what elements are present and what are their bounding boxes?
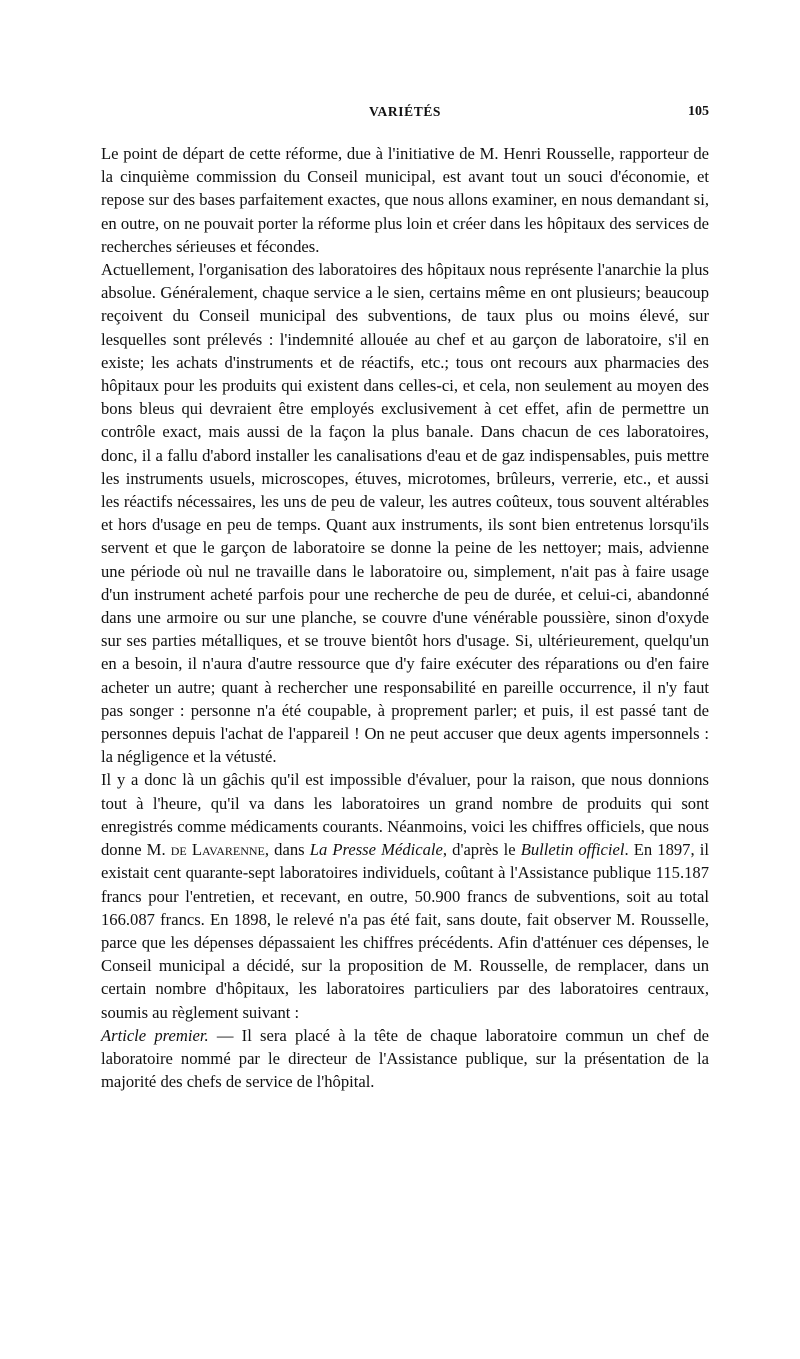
paragraph-article-premier bbox=[101, 1024, 709, 1094]
running-title: VARIÉTÉS bbox=[368, 104, 442, 119]
paragraph-costs-text-1: Il y a donc là un gâchis qu'il est impossible d'évaluer, pour la raison, que nous donnions tout à l'heure, qu'il va dans les laboratoires un grand nombre de produits qui sont enregistrés comme médicaments courants. Néanmoins, voici les chiffres officiels, que nous donne M. bbox=[101, 770, 709, 860]
journal-title: La Presse Médicale bbox=[309, 840, 443, 860]
paragraph-costs-text-2: , dans bbox=[264, 840, 310, 860]
author-name: de Lavarenne bbox=[170, 840, 265, 860]
article-label: Article premier. bbox=[101, 1025, 209, 1045]
document-page bbox=[101, 104, 709, 1093]
paragraph-costs bbox=[101, 768, 709, 1023]
paragraph-laboratory-organisation: Actuellement, l'organisation des laboratoires des hôpitaux nous représente l'anarchie la plus absolue. Généralement, chaque service a le sien, certains même en ont plusieurs; beaucoup reçoivent du Conseil municipal des subventions, de taux plus ou moins élevé, sur lesquelles sont prélevés : l'indemnité allouée au chef et au garçon de laboratoire, s'il en existe; les achats d'instruments et de réactifs, etc.; tous ont recours aux pharmacies des hôpitaux pour les produits qui existent dans celles-ci, et cela, non seulement au moyen des bons bleus qui devraient être employés exclusivement à cet effet, afin de permettre un contrôle exact, mais aussi de la façon la plus banale. Dans chacun de ces laboratoires, donc, il a fallu d'abord installer les canalisations d'eau et de gaz indispensables, puis mettre les instruments usuels, microscopes, étuves, microtomes, brûleurs, verrerie, etc., et aussi les réactifs nécessaires, les uns de peu de valeur, les autres coûteux, tous souvent altérables et hors d'usage en peu de temps. Quant aux instruments, ils sont bien entretenus lorsqu'ils servent et que le garçon de laboratoire se donne la peine de les nettoyer; mais, advienne une période où nul ne travaille dans le laboratoire ou, simplement, n'ait pas à faire usage d'un instrument acheté parfois pour une recherche de peu de durée, et celui-ci, abandonné dans une armoire ou sur une planche, se couvre d'une vénérable poussière, sinon d'oxyde sur ses parties métalliques, et se trouve bientôt hors d'usage. Si, ultérieurement, quelqu'un en a besoin, il n'aura d'autre ressource que d'y faire exécuter des réparations ou d'en faire acheter un autre; quant à rechercher une responsabilité en pareille occurrence, il n'y faut pas songer : personne n'a été coupable, à proprement parler; et puis, il est passé tant de personnes depuis l'achat de l'appareil ! On ne peut accuser que deux agents impersonnels : la négligence et la vétusté. bbox=[101, 260, 709, 767]
paragraph-costs-text-3: , d'après le bbox=[442, 840, 521, 860]
running-header bbox=[101, 104, 709, 126]
paragraph-reform-origin: Le point de départ de cette réforme, due à l'initiative de M. Henri Rousselle, rapporteur de la cinquième commission du Conseil municipal, est avant tout un souci d'économie, et repose sur des bases parfaitement exactes, que nous allons examiner, en nous demandant si, en outre, on ne pouvait porter la réforme plus loin et créer dans les hôpitaux des services de recherches sérieuses et fécondes. bbox=[101, 144, 709, 256]
paragraph-costs-text-4: . En 1897, il existait cent quarante-sept laboratoires individuels, coûtant à l'Assistance publique 115.187 francs pour l'entretien, et recevant, en outre, 50.900 francs de subventions, soit au total 166.087 francs. En 1898, le relevé n'a pas été fait, sans doute, fait observer M. Rousselle, parce que les dépenses dépassaient les chiffres précédents. Afin d'atténuer ces dépenses, le Conseil municipal a décidé, sur la proposition de M. Rousselle, de remplacer, dans un certain nombre d'hôpitaux, les laboratoires particuliers par des laboratoires centraux, soumis au règlement suivant : bbox=[101, 840, 709, 1022]
article-text: — Il sera placé à la tête de chaque laboratoire commun un chef de laboratoire nommé par le directeur de l'Assistance publique, sur la présentation de la majorité des chefs de service de l'hôpital. bbox=[101, 1025, 709, 1092]
page-number: 105 bbox=[688, 104, 709, 119]
bulletin-title: Bulletin officiel bbox=[520, 840, 625, 860]
